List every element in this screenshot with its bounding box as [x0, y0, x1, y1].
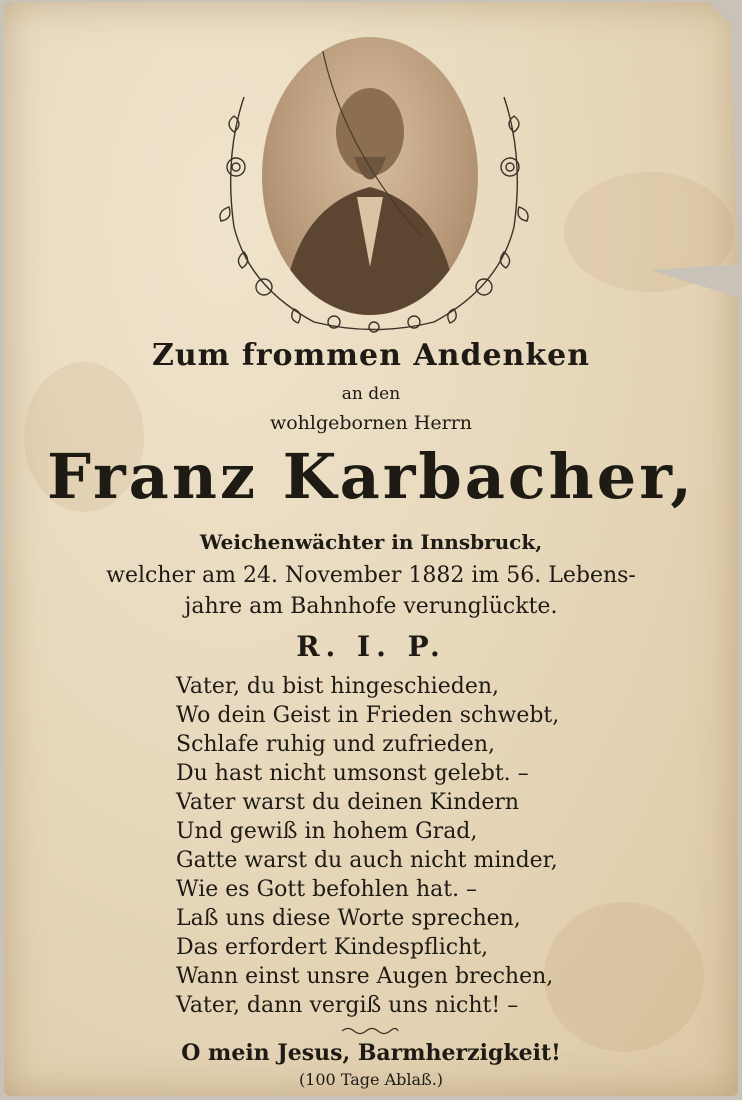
poem-line: Gatte warst du auch nicht minder, [176, 848, 558, 873]
poem-line: Das erfordert Kindespflicht, [176, 935, 489, 960]
poem-line: Schlafe ruhig und zufrieden, [176, 732, 495, 757]
rip-text: R. I. P. [296, 630, 446, 663]
paper-stain [564, 172, 734, 292]
man-portrait-silhouette [262, 37, 478, 315]
poem-line: Wo dein Geist in Frieden schwebt, [176, 703, 560, 728]
deceased-name: Franz Karbacher, [47, 440, 695, 513]
poem-line: Vater, du bist hingeschieden, [176, 674, 499, 699]
card-heading: Zum frommen Andenken [151, 338, 591, 373]
poem-line: Wann einst unsre Augen brechen, [176, 964, 554, 989]
portrait-photo [262, 37, 478, 315]
death-line-2: jahre am Bahnhofe verunglückte. [184, 594, 558, 619]
memorial-poem [176, 672, 636, 1020]
closing-prayer: O mein Jesus, Barmherzigkeit! [181, 1040, 561, 1066]
indulgence-note: (100 Tage Ablaß.) [298, 1070, 444, 1089]
poem-line: Vater warst du deinen Kindern [176, 790, 520, 815]
poem-line: Du hast nicht umsonst gelebt. – [176, 761, 529, 786]
portrait-frame [204, 37, 544, 337]
poem-line: Und gewiß in hohem Grad, [176, 819, 478, 844]
wavy-divider [340, 1026, 400, 1036]
poem-line: Vater, dann vergiß uns nicht! – [176, 993, 519, 1018]
occupation-line: Weichenwächter in Innsbruck, [199, 530, 543, 554]
intro-line-1: an den [341, 384, 401, 404]
intro-line-2: wohlgebornen Herrn [269, 412, 473, 434]
death-line-1: welcher am 24. November 1882 im 56. Lebens- [106, 563, 636, 588]
poem-line: Laß uns diese Worte sprechen, [176, 906, 521, 931]
poem-line: Wie es Gott befohlen hat. – [176, 877, 478, 902]
